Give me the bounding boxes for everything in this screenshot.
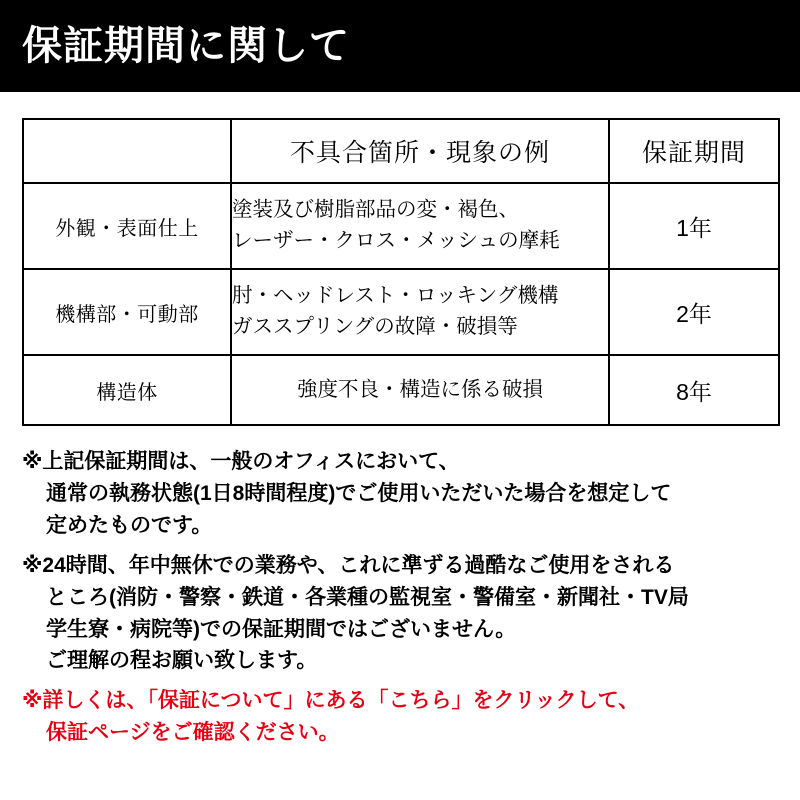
table-row [23,269,779,355]
note-line: ※上記保証期間は、一般のオフィスにおいて、 [22,450,460,473]
row-description-line2: ガススプリングの故障・破損等 [232,315,518,338]
table-row [23,183,779,269]
note-exclusions [22,550,778,678]
note-line: ※24時間、年中無休での業務や、これに準ずる過酷なご使用をされる [22,553,675,577]
header-cell-category [23,119,231,183]
page-title: 保証期間に関して [22,24,350,68]
note-warranty-link [22,685,778,749]
row-category: 構造体 [23,355,231,425]
header-cell-term: 保証期間 [609,119,779,183]
page-header [0,0,800,92]
row-term: 8年 [609,355,779,425]
row-category: 外観・表面仕上 [23,183,231,269]
warranty-table-wrapper [0,92,800,426]
note-line: ご理解の程お願い致します。 [46,649,318,673]
note-line: 学生寮・病院等)での保証期間ではございません。 [46,617,517,641]
note-line: ※詳しくは、「保証について」にある「こちら」をクリックして、 [22,689,640,713]
row-description [231,269,609,355]
note-general-usage [22,446,778,542]
note-line: 通常の執務状態(1日8時間程度)でご使用いただいた場合を想定して [46,481,672,505]
row-description-line1: 塗装及び樹脂部品の変・褐色、 [232,198,519,222]
table-header-row [23,119,779,183]
note-line: 保証ページをご確認ください。 [46,721,340,745]
row-category: 機構部・可動部 [23,269,231,355]
header-cell-description: 不具合箇所・現象の例 [231,119,609,183]
row-term: 2年 [609,269,779,355]
row-description-line2: レーザー・クロス・メッシュの摩耗 [232,229,560,252]
warranty-table [22,118,780,426]
row-description-line1: 強度不良・構造に係る破損 [297,377,543,401]
row-description [231,183,609,269]
table-row [23,355,779,425]
note-line: ところ(消防・警察・鉄道・各業種の監視室・警備室・新聞社・TV局 [46,585,689,609]
row-term: 1年 [609,183,779,269]
notes-section [0,426,800,749]
row-description-line1: 肘・ヘッドレスト・ロッキング機構 [232,284,559,308]
row-description [231,355,609,425]
note-line: 定めたものです。 [46,513,213,537]
